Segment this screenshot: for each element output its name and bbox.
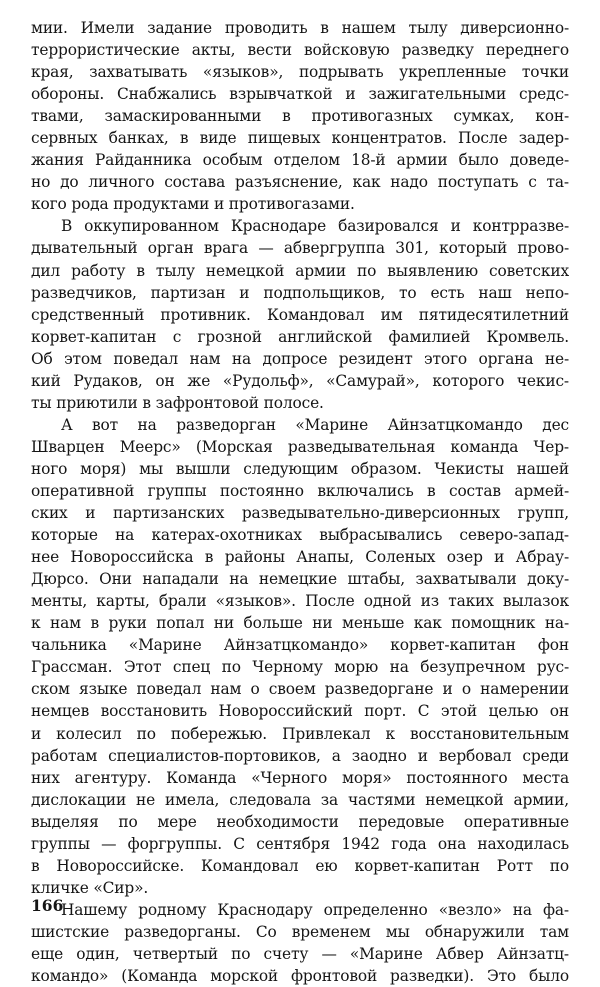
text-line: дислокации не имела, следовала за частями немецкой армии, bbox=[31, 790, 569, 809]
text-line: дывательный орган врага — абвергруппа 301, который прово- bbox=[31, 239, 569, 258]
text-line: сервных банках, в виде пищевых концентратов. После задер- bbox=[31, 129, 569, 148]
text-line: дил работу в тылу немецкой армии по выявлению советских bbox=[31, 261, 569, 280]
text-line: Шварцен Меерс» (Морская разведывательная команда Чер- bbox=[31, 437, 569, 456]
text-line: террористические акты, вести войсковую разведку переднего bbox=[31, 41, 569, 60]
text-line: к нам в руки попал ни больше ни меньше как помощник на- bbox=[31, 614, 569, 633]
text-line: обороны. Снабжались взрывчаткой и зажигательными средс- bbox=[31, 85, 569, 104]
text-line: чальника «Марине Айнзатцкомандо» корвет-капитан фон bbox=[31, 636, 569, 655]
text-line: мии. Имели задание проводить в нашем тылу диверсионно- bbox=[31, 19, 569, 37]
text-line: ском языке поведал нам о своем разведоргане и о намерении bbox=[31, 680, 569, 699]
text-line: в Новороссийске. Командовал ею корвет-капитан Ротт по bbox=[31, 856, 569, 875]
text-line: А вот на разведорган «Марине Айнзатцкомандо дес bbox=[61, 415, 569, 434]
text-line: нее Новороссийска в районы Анапы, Соленых озер и Абрау- bbox=[31, 548, 569, 567]
paragraph bbox=[31, 215, 569, 413]
text-line: них агентуру. Команда «Черного моря» постоянного места bbox=[31, 768, 569, 787]
text-line: Нашему родному Краснодару определенно «везло» на фа- bbox=[61, 900, 569, 919]
text-line: кого рода продуктами и противогазами. bbox=[31, 195, 355, 214]
text-line: разведчиков, партизан и подпольщиков, то есть наш непо- bbox=[31, 283, 569, 302]
text-line: работам специалистов-портовиков, а заодно и вербовал среди bbox=[31, 746, 569, 765]
text-line: жания Райданника особым отделом 18-й армии было доведе- bbox=[31, 151, 569, 170]
text-line: корвет-капитан с грозной английской фамилией Кромвель. bbox=[31, 327, 569, 346]
text-line: ских и партизанских разведывательно-диверсионных групп, bbox=[31, 504, 569, 523]
text-line: ты приютили в зафронтовой полосе. bbox=[31, 393, 324, 412]
text-line: командо» (Команда морской фронтовой разведки). Это было bbox=[31, 967, 569, 986]
paragraph bbox=[31, 899, 569, 987]
page-body bbox=[31, 17, 569, 987]
paragraph bbox=[31, 414, 569, 899]
text-line: еще один, четвертый по счету — «Марине Абвер Айнзатц- bbox=[31, 944, 569, 963]
text-line: выделяя по мере необходимости передовые оперативные bbox=[31, 812, 569, 831]
text-line: кличке «Сир». bbox=[31, 878, 149, 897]
text-line: но до личного состава разъяснение, как надо поступать с та- bbox=[31, 173, 569, 192]
page-number: 166 bbox=[31, 896, 64, 915]
text-line: средственный противник. Командовал им пятидесятилетний bbox=[31, 305, 569, 324]
text-line: Дюрсо. Они нападали на немецкие штабы, захватывали доку- bbox=[31, 570, 569, 589]
text-line: менты, карты, брали «языков». После одной из таких вылазок bbox=[31, 592, 569, 611]
text-line: твами, замаскированными в противогазных сумках, кон- bbox=[31, 107, 569, 126]
paragraph bbox=[31, 17, 569, 215]
text-line: ного моря) мы вышли следующим образом. Чекисты нашей bbox=[31, 459, 569, 478]
text-line: шистские разведорганы. Со временем мы обнаружили там bbox=[31, 922, 569, 941]
text-line: оперативной группы постоянно включались в состав армей- bbox=[31, 481, 569, 500]
text-line: Грассман. Этот спец по Черному морю на безупречном рус- bbox=[31, 658, 569, 677]
text-line: и колесил по побережью. Привлекал к восстановительным bbox=[31, 724, 569, 743]
text-line: Об этом поведал нам на допросе резидент этого органа не- bbox=[31, 349, 569, 368]
text-line: кий Рудаков, он же «Рудольф», «Самурай», которого чекис- bbox=[31, 371, 569, 390]
text-line: немцев восстановить Новороссийский порт. С этой целью он bbox=[31, 702, 569, 721]
text-line: края, захватывать «языков», подрывать укрепленные точки bbox=[31, 63, 569, 82]
text-line: которые на катерах-охотниках выбрасывались северо-запад- bbox=[31, 526, 569, 545]
text-line: группы — форгруппы. С сентября 1942 года она находилась bbox=[31, 834, 569, 853]
text-line: В оккупированном Краснодаре базировался и контрразве- bbox=[61, 217, 569, 236]
